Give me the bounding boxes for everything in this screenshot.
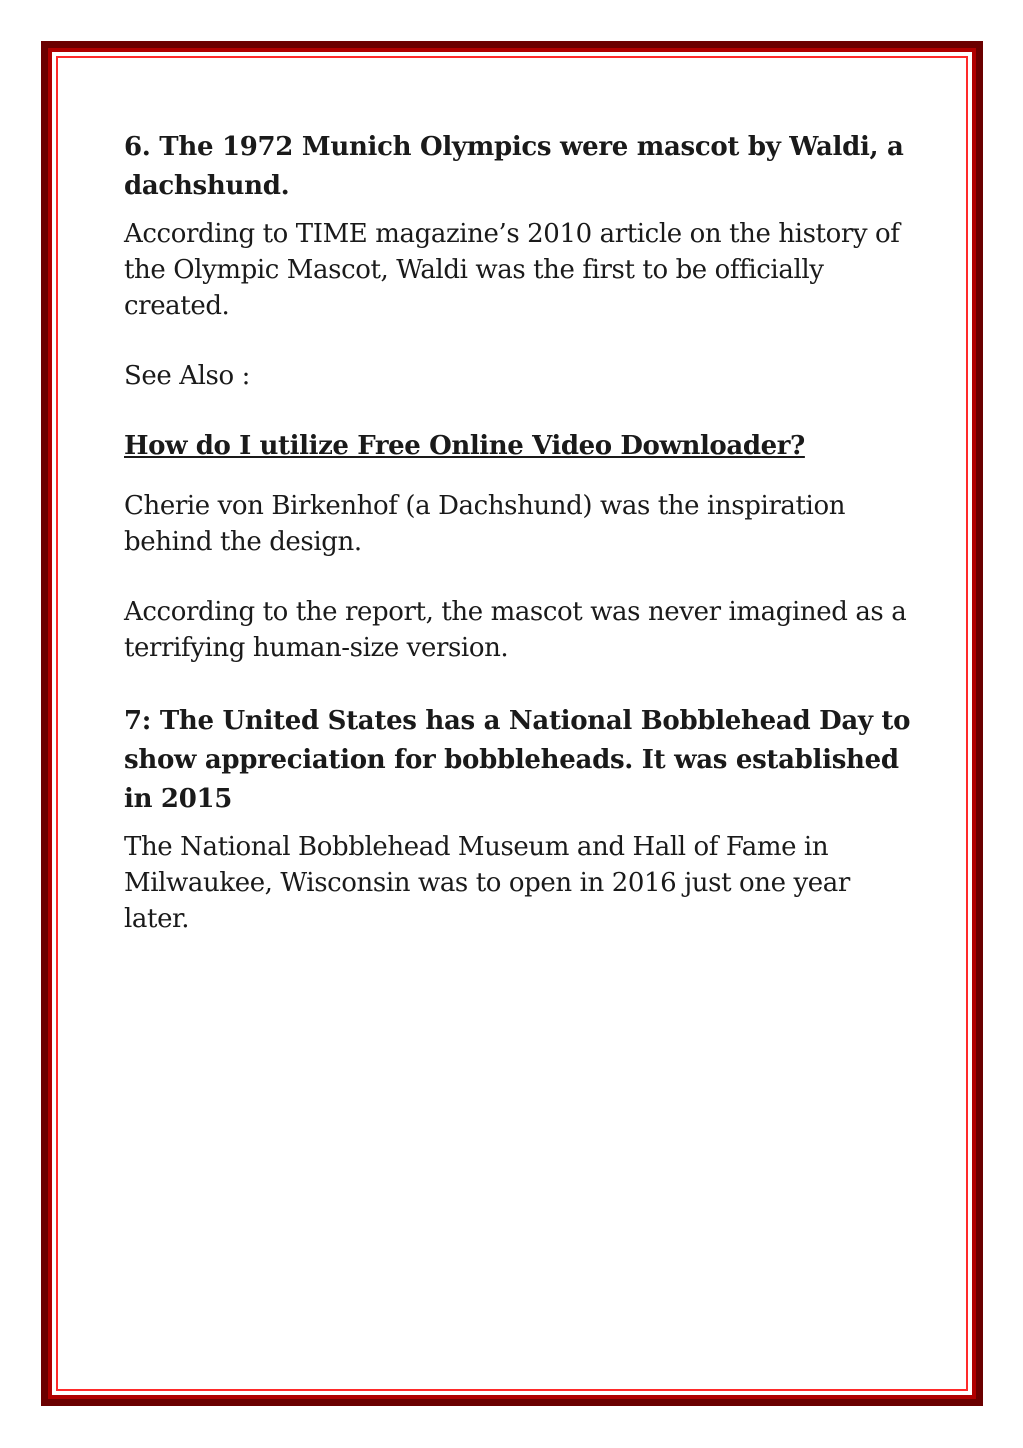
see-also-label: See Also :: [124, 361, 250, 391]
inspiration-paragraph: Cherie von Birkenhof (a Dachshund) was the inspiration behind the design.: [124, 491, 846, 557]
report-paragraph: According to the report, the mascot was never imagined as a terrifying human-size version.: [124, 597, 907, 663]
section-6-paragraph: According to TIME magazine’s 2010 article on the history of the Olympic Mascot, Waldi was the first to be officially created.: [124, 219, 900, 321]
document-body: [124, 128, 914, 937]
section-7-heading: 7: The United States has a National Bobblehead Day to show appreciation for bobbleheads. It was established in 2015: [124, 706, 911, 814]
see-also-link[interactable]: How do I utilize Free Online Video Downloader?: [124, 431, 805, 461]
section-6-heading: 6. The 1972 Munich Olympics were mascot by Waldi, a dachshund.: [124, 132, 904, 201]
section-7-paragraph: The National Bobblehead Museum and Hall of Fame in Milwaukee, Wisconsin was to open in 2016 just one year later.: [124, 832, 850, 934]
